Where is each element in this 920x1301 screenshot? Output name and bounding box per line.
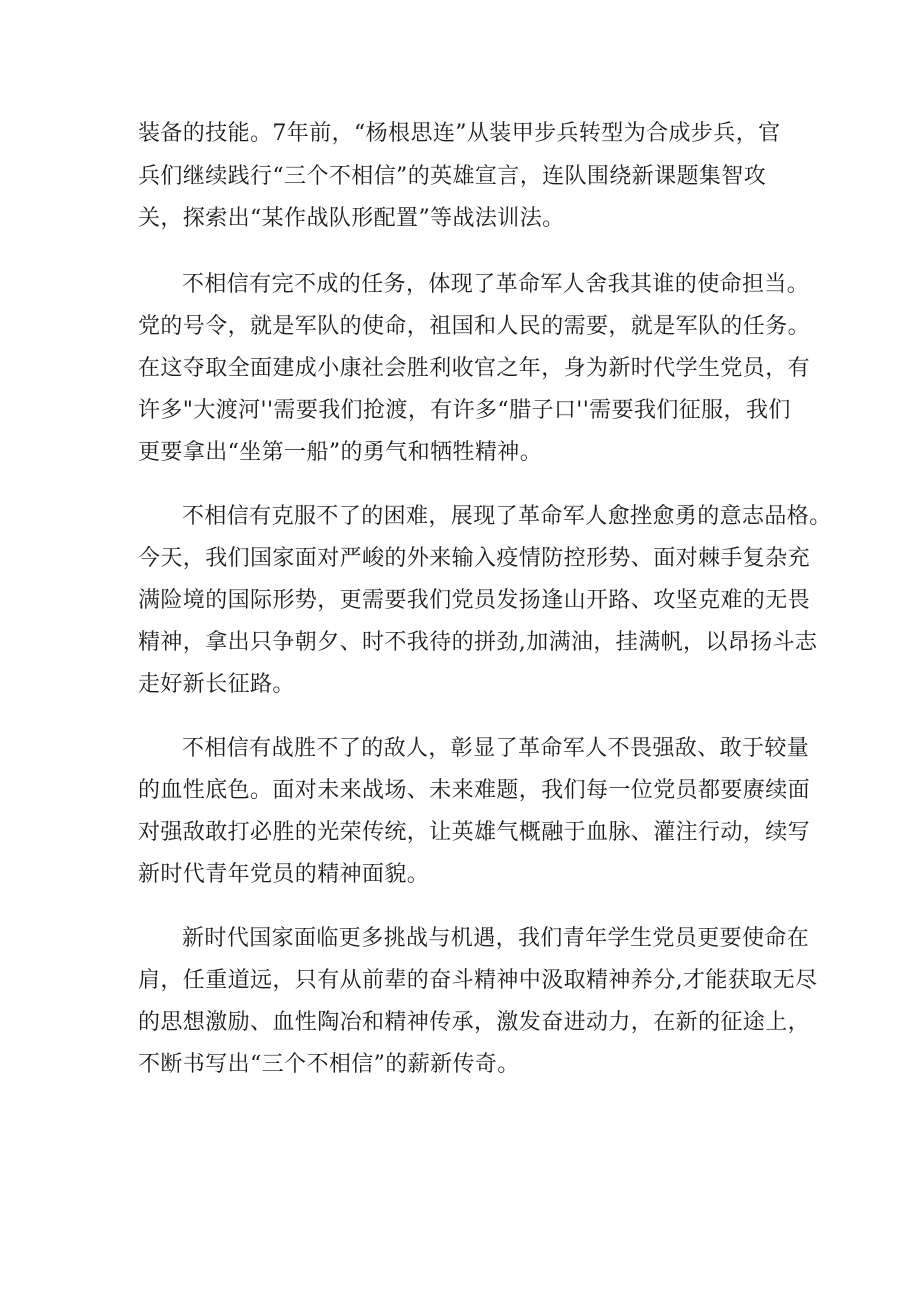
paragraph-line: 在这夺取全面建成小康社会胜利收官之年，身为新时代学生党员，有 — [138, 356, 811, 381]
paragraph-line: 更要拿出“坐第一船”的勇气和牺牲精神。 — [138, 440, 543, 465]
paragraph-line: 不相信有完不成的任务，体现了革命军人舍我其谁的使命担当。 — [182, 272, 810, 297]
paragraph-line: 兵们继续践行“三个不相信”的英雄宣言，连队围绕新课题集智攻 — [138, 164, 767, 189]
paragraph-line: 装备的技能。7年前，“杨根思连”从装甲步兵转型为合成步兵，官 — [138, 121, 781, 146]
paragraph-line: 关，探索出“某作战队形配置”等战法训法。 — [138, 206, 565, 231]
paragraph-line: 新时代国家面临更多挑战与机遇，我们青年学生党员更要使命在 — [182, 926, 810, 951]
paragraph-line: 今天，我们国家面对严峻的外来输入疫情防控形势、面对棘手复杂充 — [138, 546, 811, 571]
paragraph-line: 满险境的国际形势，更需要我们党员发扬逢山开路、攻坚克难的无畏 — [138, 588, 811, 613]
paragraph-line: 党的号令，就是军队的使命，祖国和人民的需要，就是军队的任务。 — [138, 314, 811, 339]
paragraph-line: 对强敌敢打必胜的光荣传统，让英雄气概融于血脉、灌注行动，续写 — [138, 820, 811, 845]
paragraph-line: 不相信有战胜不了的敌人，彰显了革命军人不畏强敌、敢于较量 — [182, 736, 810, 761]
paragraph-line: 不相信有克服不了的困难，展现了革命军人愈挫愈勇的意志品格。 — [182, 504, 832, 529]
paragraph-line: 精神，拿出只争朝夕、时不我待的拼劲,加满油，挂满帆，以昂扬斗志 — [138, 630, 818, 655]
paragraph-line: 不断书写出“三个不相信”的薪新传奇。 — [138, 1052, 520, 1077]
paragraph-line: 走好新长征路。 — [138, 672, 295, 697]
paragraph-line: 肩，任重道远，只有从前辈的奋斗精神中汲取精神养分,才能获取无尽 — [138, 968, 818, 993]
paragraph-line: 新时代青年党员的精神面貌。 — [138, 862, 430, 887]
paragraph-line: 的思想激励、血性陶冶和精神传承，激发奋进动力，在新的征途上， — [138, 1010, 811, 1035]
paragraph-line: 的血性底色。面对未来战场、未来难题，我们每一位党员都要赓续面 — [138, 778, 811, 803]
paragraph-line: 许多"大渡河''需要我们抢渡，有许多“腊子口''需要我们征服，我们 — [138, 398, 791, 423]
